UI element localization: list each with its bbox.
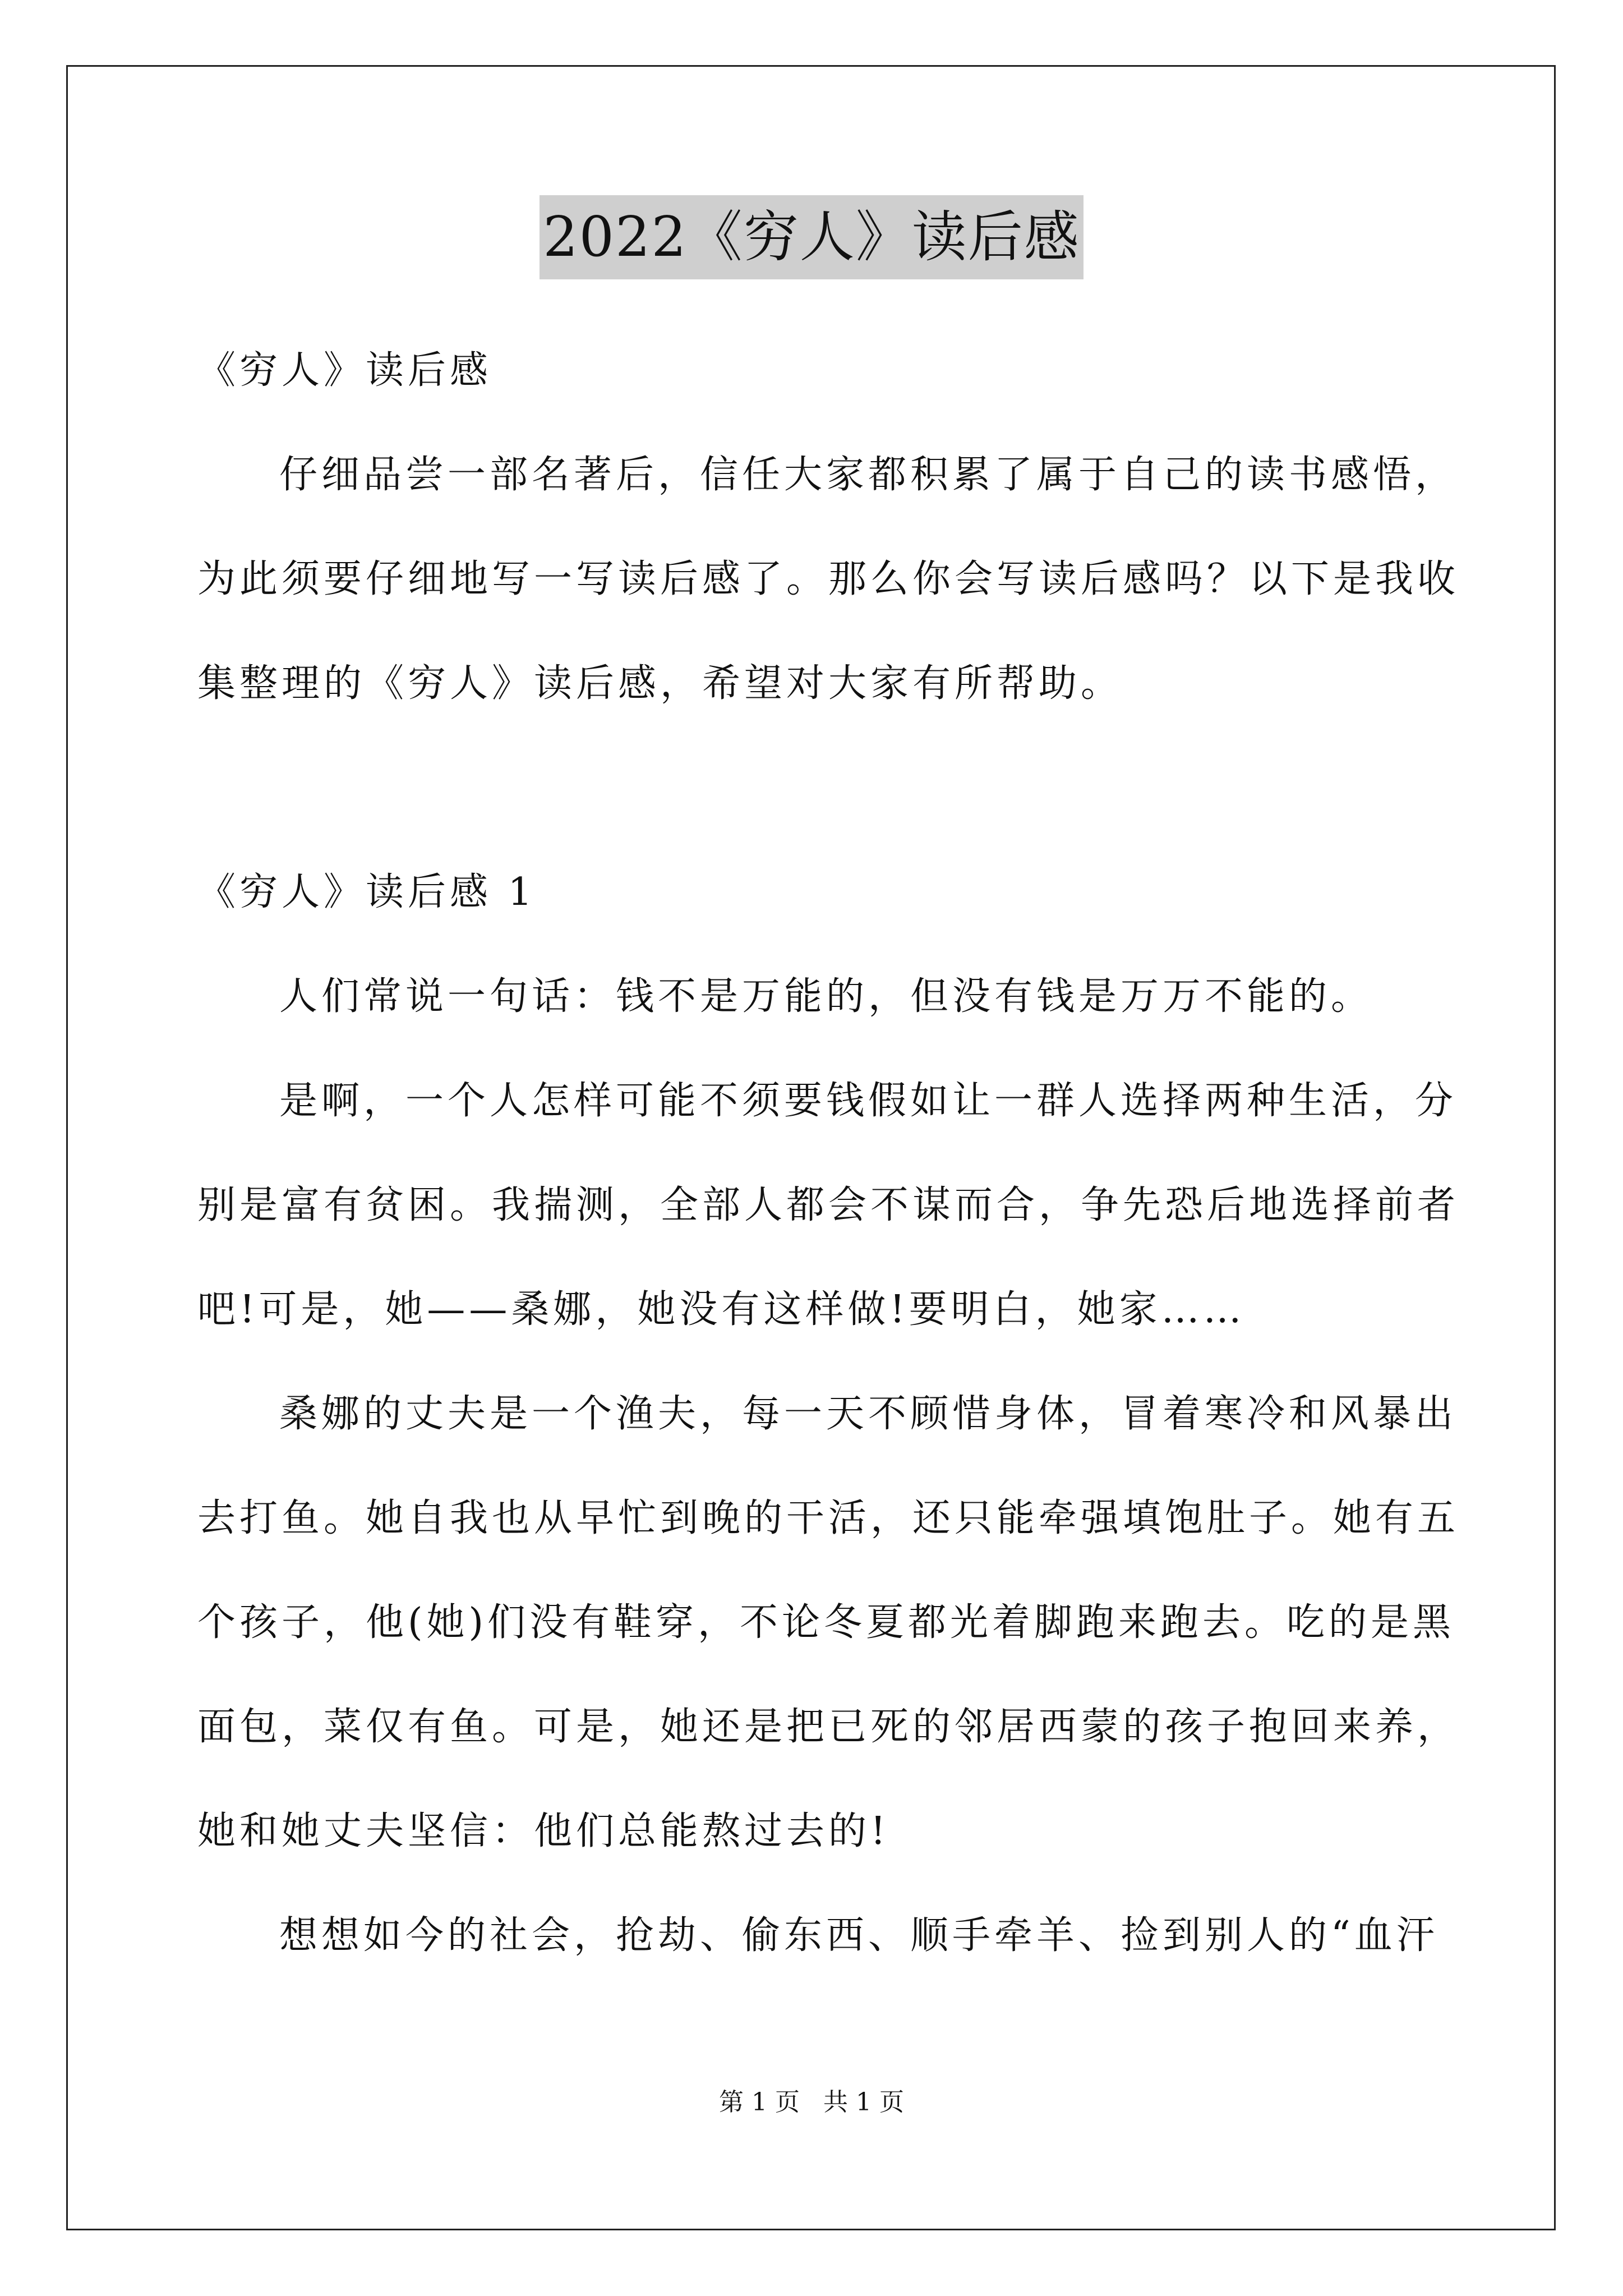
paragraph-line: 仔细品尝一部名著后，信任大家都积累了属于自己的读书感悟，: [279, 453, 1458, 497]
page-footer: [0, 2086, 1623, 2119]
paragraph-line: 人们常说一句话：钱不是万能的，但没有钱是万万不能的。: [279, 974, 1373, 1019]
paragraph-line: 集整理的《穷人》读后感，希望对大家有所帮助。: [197, 661, 1123, 706]
paragraph-line: 吧!可是，她——桑娜，她没有这样做!要明白，她家……: [197, 1287, 1246, 1332]
paragraph-line: 别是富有贫困。我揣测，全部人都会不谋而合，争先恐后地选择前者: [197, 1183, 1460, 1227]
blank-line: [197, 736, 1431, 840]
subtitle: 《穷人》读后感: [197, 348, 492, 393]
page-total: 共 1 页: [823, 2088, 904, 2116]
page-number: 第 1 页: [719, 2088, 800, 2116]
document-body: [197, 319, 1460, 1988]
paragraph-line: 个孩子，他(她)们没有鞋穿，不论冬夏都光着脚跑来跑去。吃的是黑: [197, 1600, 1455, 1645]
document-title: 2022《穷人》读后感: [540, 195, 1083, 279]
paragraph-line: 去打鱼。她自我也从早忙到晚的干活，还只能牵强填饱肚子。她有五: [197, 1496, 1460, 1540]
paragraph-line: 是啊，一个人怎样可能不须要钱假如让一群人选择两种生活，分: [279, 1079, 1458, 1123]
paragraph-line: 为此须要仔细地写一写读后感了。那么你会写读后感吗？以下是我收: [197, 557, 1460, 601]
section-heading: 《穷人》读后感 1: [197, 870, 536, 914]
paragraph-line: 桑娜的丈夫是一个渔夫，每一天不顾惜身体，冒着寒冷和风暴出: [279, 1392, 1458, 1436]
title-container: [0, 195, 1623, 279]
paragraph-line: 想想如今的社会，抢劫、偷东西、顺手牵羊、捡到别人的“血汗: [279, 1913, 1438, 1958]
paragraph-line: 面包，菜仅有鱼。可是，她还是把已死的邻居西蒙的孩子抱回来养，: [197, 1705, 1460, 1749]
paragraph-line: 她和她丈夫坚信：他们总能熬过去的!: [197, 1809, 890, 1853]
